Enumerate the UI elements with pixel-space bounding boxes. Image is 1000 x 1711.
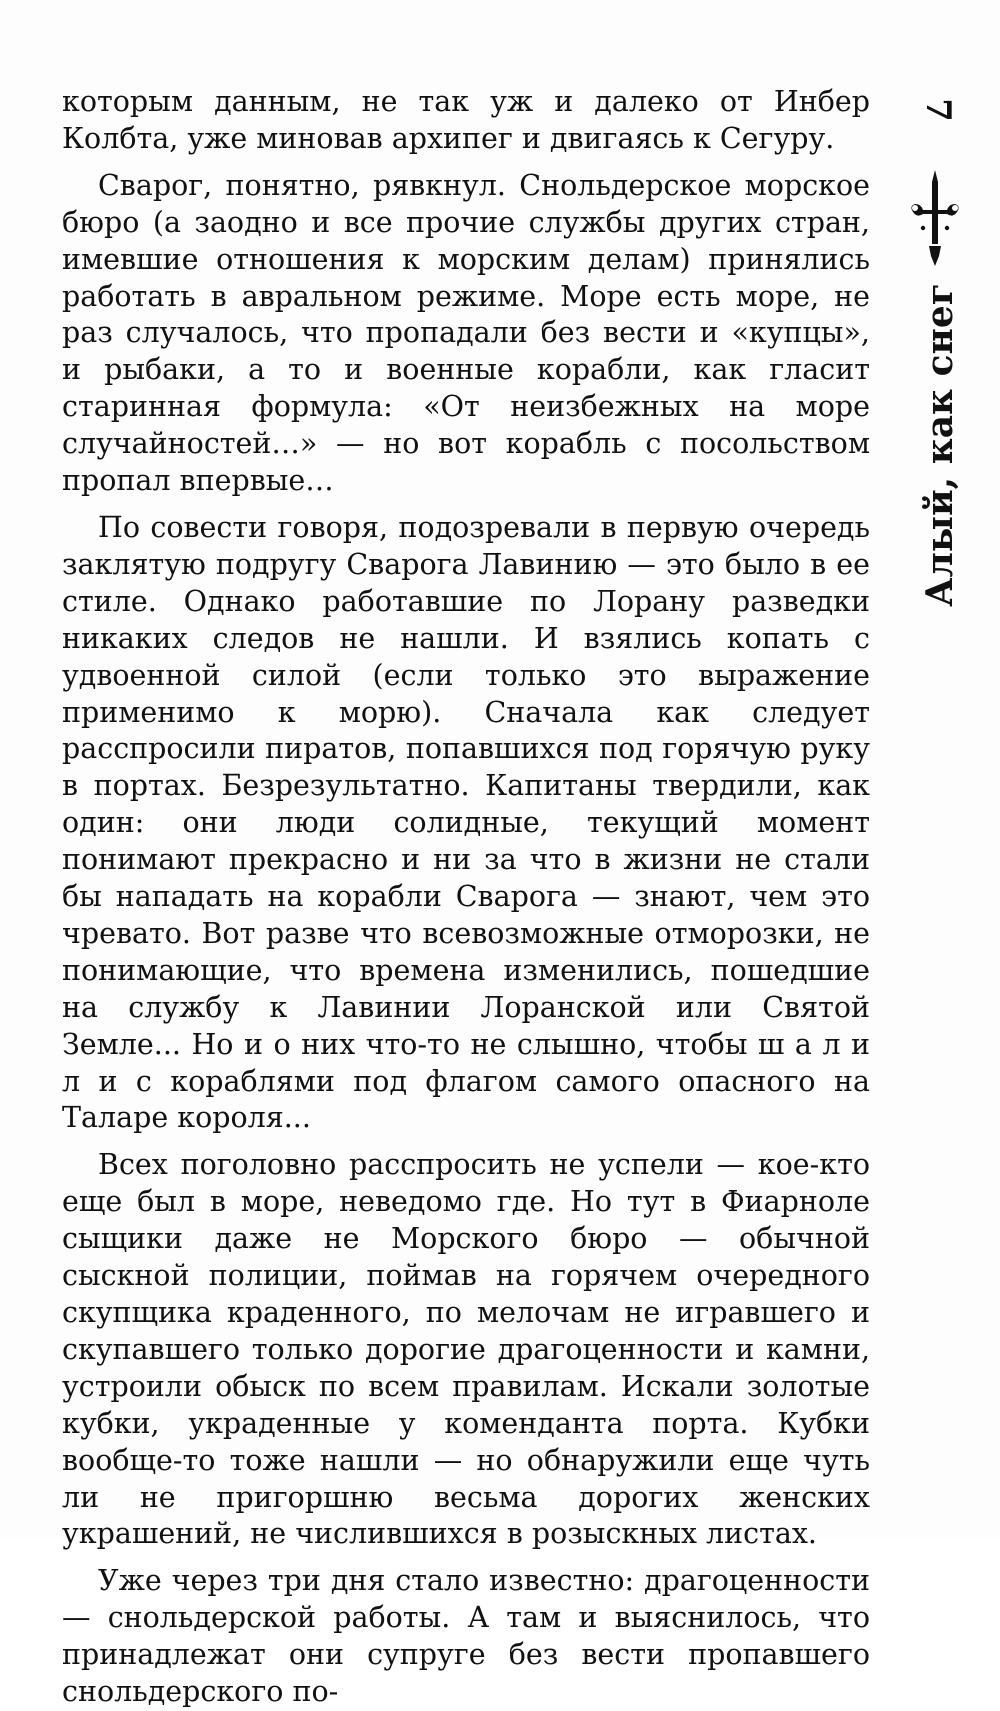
paragraph: По совести говоря, подозревали в первую очередь заклятую подругу Сварога Лавинию — это было в ее стиле. Однако работавшие по Лорану разведки никаких следов не нашли. И взялись копать с удвоенной силой (если только это выражение применимо к морю). Сначала как следует расспросили пиратов, попавшихся под горячую руку в портах. Безрезультатно. Капитаны твердили, как один: они люди солидные, текущий момент понимают прекрасно и ни за что в жизни не стали бы нападать на корабли Сварога — знают, чем это чревато. Вот разве что всевозможные отморозки, не понимающие, что времена изменились, пошедшие на службу к Лавинии Лоранской или Святой Земле... Но и о них что-то не слышно, чтобы ш а л и л и с кораблями под флагом самого опасного на Таларе короля... [62, 510, 870, 1135]
page-number: 7 [918, 98, 958, 122]
paragraph: Уже через три дня стало известно: драгоценности — снольдерской работы. А там и выяснилось, что принадлежат они супруге без вести пропавшего снольдерского по- [62, 1564, 870, 1709]
running-title-text: Алый, как снег [919, 283, 961, 607]
paragraph: Сварог, понятно, рявкнул. Снольдерское морское бюро (а заодно и все прочие службы других стран, имевшие отношения к морским делам) принялись работать в авральном режиме. Море есть море, не раз случалось, что пропадали без вести и «купцы», и рыбаки, а то и военные корабли, как гласит старинная формула: «От неизбежных на море случайностей…» — но вот корабль с посольством пропал впервые… [62, 168, 870, 498]
main-text [62, 84, 870, 1711]
paragraph: которым данным, не так уж и далеко от Инбер Колбта, уже миновав архипег и двигаясь к Сегуру. [62, 85, 870, 155]
paragraph: Всех поголовно расспросить не успели — кое-кто еще был в море, неведомо где. Но тут в Фиарноле сыщики даже не Морского бюро — обычной сыскной полиции, поймав на горячем очередного скупщика краденного, по мелочам не игравшего и скупавшего только дорогие драгоценности и камни, устроили обыск по всем правилам. Искали золотые кубки, украденные у коменданта порта. Кубки вообще-то тоже нашли — но обнаружили еще чуть ли не пригоршню весьма дорогих женских украшений, не числившихся в розыскных листах. [62, 1148, 870, 1551]
sword-ornament-icon [905, 168, 965, 268]
